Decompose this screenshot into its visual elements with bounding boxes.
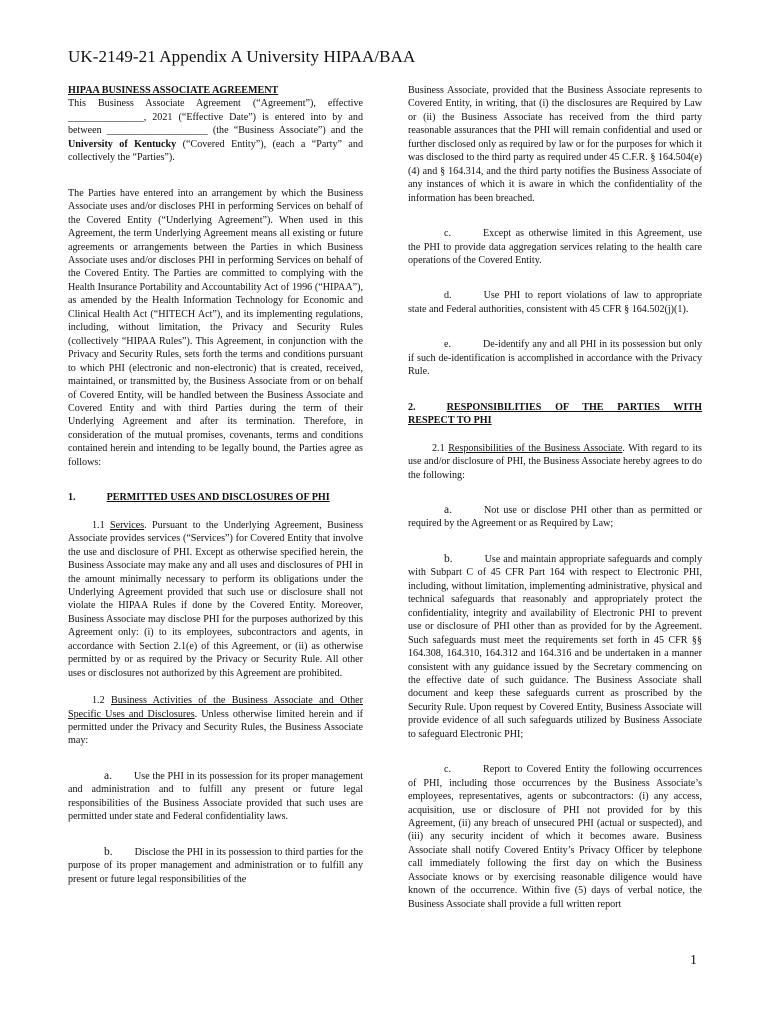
section-2-1-paragraph: 2.1 Responsibilities of the Business Associate. With regard to its use and/or disclosure of PHI, the Business Associate hereby agrees to do the following: bbox=[408, 442, 702, 481]
item-1-2-c: c. Except as otherwise limited in this Agreement, use the PHI to provide data aggregation services relating to the health care operations of the Covered Entity. bbox=[408, 228, 702, 266]
item-1-2-b: b. Disclose the PHI in its possession to third parties for the purpose of its proper management and administration or to fulfill any present or future legal responsibilities of the bbox=[68, 845, 363, 885]
section-1-heading: 1. PERMITTED USES AND DISCLOSURES OF PHI bbox=[68, 492, 330, 504]
right-column bbox=[408, 84, 702, 911]
section-1-1-paragraph: 1.1 Services. Pursuant to the Underlying Agreement, Business Associate provides services (“Services”) for Covered Entity that involve the use and disclosure of PHI. Except as otherwise specified herein, the Business Associate may make any and all uses and disclosures of PHI in the amount minimally necessary to perform its obligations under the Underlying Agreement provided that such use or disclosure shall not violate the HIPAA Rules if done by the Covered Entity. Moreover, Business Associate may disclose PHI for the purposes authorized by this Agreement only: (i) to its employees, subcontractors and agents, in accordance with Section 2.1(e) of this Agreement, or (ii) as otherwise permitted by or as required by the Privacy or Security Rule. All other uses or disclosures not authorized by this Agreement are prohibited. bbox=[68, 519, 363, 679]
item-2-1-a: a. Not use or disclose PHI other than as permitted or required by the Agreement or as Required by Law; bbox=[408, 503, 702, 530]
page-number: 1 bbox=[690, 953, 697, 968]
section-1-2-paragraph: 1.2 Business Activities of the Business Associate and Other Specific Uses and Disclosures. Unless otherwise limited herein and if permitted under the Privacy and Security Rules, the Business Associate may: bbox=[68, 695, 363, 747]
item-2-1-b: b. Use and maintain appropriate safeguards and comply with Subpart C of 45 CFR Part 164 with respect to Electronic PHI, including, without limitation, implementing administrative, physical and technical safeguards that reasonably and appropriately protect the confidentiality, integrity and availability of Electronic PHI to prevent use or disclosure of PHI other than as provided for by the Agreement. Such safeguards must meet the requirements set forth in 45 CFR §§ 164.308, 164.310, 164.312 and 164.316 and be undertaken in a manner consistent with any guidance issued by the Secretary commencing on the effective date of such guidance. The Business Associate shall document and keep these safeguards current as proscribed by the Security Rule. Upon request by Covered Entity, Business Associate will provide evidence of all such safeguards utilized by Business Associate to safeguard Electronic PHI; bbox=[408, 552, 702, 740]
item-1-2-d: d. Use PHI to report violations of law to appropriate state and Federal authorities, consistent with 45 CFR § 164.502(j)(1). bbox=[408, 290, 702, 315]
agreement-heading: HIPAA BUSINESS ASSOCIATE AGREEMENT bbox=[68, 85, 279, 96]
left-column bbox=[68, 84, 363, 886]
document-title: UK-2149-21 Appendix A University HIPAA/BAA bbox=[68, 47, 416, 66]
item-1-2-e: e. De-identify any and all PHI in its possession but only if such de-identification is accomplished in accordance with the Privacy Rule. bbox=[408, 339, 702, 378]
item-2-1-c: c. Report to Covered Entity the following occurrences of PHI, including those occurrences by the Business Associate’s employees, representatives, agents or subcontractors: (i) any access, acquisition, use or disclosure of PHI not provided for by this Agreement, (ii) any breach of unsecured PHI (actual or suspected), and (iii) any security incident of which it becomes aware. Business Associate shall notify Covered Entity’s Privacy Officer by telephone call immediately following the first day on which the Business Associate knows or by exercising reasonable diligence would have known of the occurrence. Within five (5) days of verbal notice, the Business Associate shall provide a full written report bbox=[408, 764, 702, 910]
item-1-2-b-continued: Business Associate, provided that the Business Associate represents to Covered Entity, in writing, that (i) the disclosures are Required by Law or (ii) the Business Associate has received from the third party reasonable assurances that the PHI will remain confidential and used or further disclosed only as required by law or for the purposes for which it was disclosed to the third party as required under 45 C.F.R. § 164.504(e)(4) and § 164.314, and the third party notifies the Business Associate of any instances of which it is aware in which the confidentiality of the information has been breached. bbox=[408, 85, 702, 204]
intro-paragraph: This Business Associate Agreement (“Agreement”), effective _______________, 2021 (“Effective Date”) is entered into by and between ____________________ (the “Business Associate”) and the University of Kentucky (“Covered Entity”), (each a “Party” and collectively the “Parties”). bbox=[68, 98, 363, 164]
section-2-heading: 2. RESPONSIBILITIES OF THE PARTIES WITH RESPECT TO PHI bbox=[408, 401, 702, 427]
item-1-2-a: a. Use the PHI in its possession for its proper management and administration and to fulfill any present or future legal responsibilities of the Business Associate provided that such uses are permitted under state and Federal confidentiality laws. bbox=[68, 769, 363, 823]
recitals-paragraph: The Parties have entered into an arrangement by which the Business Associate uses and/or discloses PHI in performing Services on behalf of the Covered Entity (“Underlying Agreement”). When used in this Agreement, the term Underlying Agreement means all existing or future agreements or arrangements between the Parties in which Business Associate uses and/or discloses PHI in performing Services on behalf of the Covered Entity. The Parties are committed to complying with the Health Insurance Portability and Accountability Act of 1996 (“HIPAA”), as amended by the Health Information Technology for Economic and Clinical Health Act (“HITECH Act”), and its implementing regulations, including, without limitation, the Privacy and Security Rules (collectively “HIPAA Rules”). This Agreement, in conjunction with the Privacy and Security Rules, sets forth the terms and conditions pursuant to which PHI (electronic and non-electronic) that is created, received, maintained, or transmitted by, the Business Associate from or on behalf of Covered Entity, will be handled between the Business Associate and Covered Entity and with third Parties during the term of their Underlying Agreement and after its termination. Therefore, in consideration of the mutual promises, covenants, terms and conditions contained herein and intending to be legally bound, the Parties agree as follows: bbox=[68, 187, 363, 468]
